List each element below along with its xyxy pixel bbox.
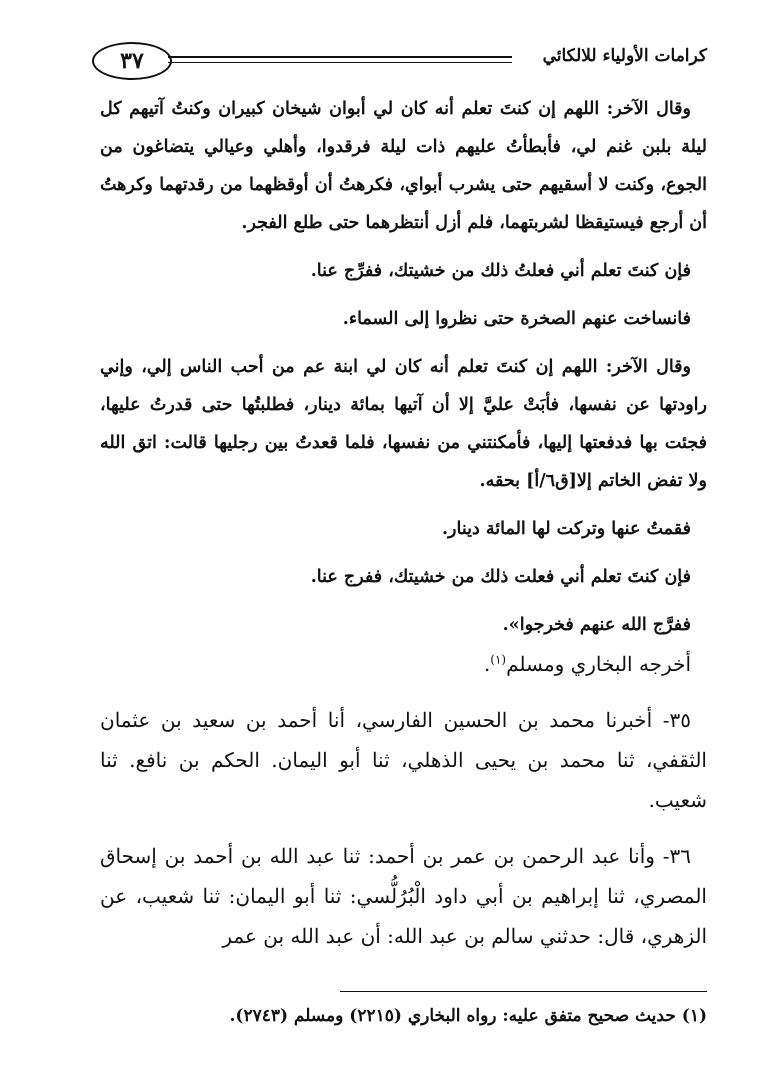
footnote-rule bbox=[340, 991, 707, 992]
paragraph-plea-1: فإن كنتَ تعلم أني فعلتُ ذلك من خشيتك، ففرِّج عنا. bbox=[310, 261, 691, 281]
footnote-marker: (١) bbox=[490, 652, 507, 667]
book-title: كرامات الأولياء للالكائي bbox=[542, 46, 707, 66]
paragraph-plea-2: فإن كنتَ تعلم أني فعلت ذلك من خشيتك، ففرج عنا. bbox=[310, 567, 691, 587]
paragraph-isnad-35: ٣٥- أخبرنا محمد بن الحسين الفارسي، أنا أحمد بن سعيد بن عثمان الثقفي، ثنا محمد بن يحيى الذهلي، ثنا أبو اليمان. الحكم بن نافع. ثنا شعيب. bbox=[100, 708, 707, 812]
paragraph-takhrij: أخرجه البخاري ومسلم$^{(١)}$. bbox=[483, 652, 691, 676]
header-rule bbox=[168, 56, 512, 58]
takhrij-text: أخرجه البخاري ومسلم bbox=[506, 652, 691, 676]
paragraph-rock-moved: فانساخت عنهم الصخرة حتى نظروا إلى السماء. bbox=[342, 309, 691, 329]
running-header bbox=[92, 42, 707, 80]
page-body bbox=[100, 90, 707, 956]
header-rule-thin bbox=[168, 62, 512, 63]
page-number-badge: ٣٧ bbox=[92, 42, 172, 80]
paragraph-left-her: فقمتُ عنها وتركت لها المائة دينار. bbox=[441, 519, 691, 539]
paragraph-isnad-36: ٣٦- وأنا عبد الرحمن بن عمر بن أحمد: ثنا عبد الله بن أحمد بن إسحاق المصري، ثنا إبراهيم بن أبي داود الْبُرُلُّسي: ثنا أبو اليمان: ثنا شعيب، عن الزهري، قال: حدثني سالم بن عبد الله: أن عبد الله بن عمر bbox=[100, 844, 707, 948]
footnote: (١) حديث صحيح متفق عليه: رواه البخاري (٢٢١٥) ومسلم (٢٧٤٣). bbox=[229, 1006, 707, 1026]
paragraph-third-man: وقال الآخر: اللهم إن كنتَ تعلم أنه كان لي ابنة عم من أحب الناس إلي، وإني راودتها عن نفسها، فأبَتْ عليَّ إلا أن آتيها بمائة دينار، فطلبتُها حتى قدرتُ عليها، فجئت بها فدفعتها إليها، فأمكنتني من نفسها، فلما قعدتُ بين رجليها قالت: اتق الله ولا تفض الخاتم إلا[ق٦/أ] بحقه. bbox=[100, 357, 707, 491]
paragraph-relief: ففرَّج الله عنهم فخرجوا». bbox=[502, 615, 691, 635]
paragraph-second-man: وقال الآخر: اللهم إن كنتَ تعلم أنه كان لي أبوان شيخان كبيران وكنتُ آتيهم كل ليلة بلبن غنم لي، فأبطأتُ عليهم ذات ليلة فرقدوا، وأهلي وعيالي يتضاغون من الجوع، وكنت لا أسقيهم حتى يشرب أبواي، فكرهتُ أن أوقظهما من رقدتهما وكرهتُ أن أرجع فيستيقظا لشربتهما، فلم أزل أنتظرهما حتى طلع الفجر. bbox=[100, 99, 707, 233]
